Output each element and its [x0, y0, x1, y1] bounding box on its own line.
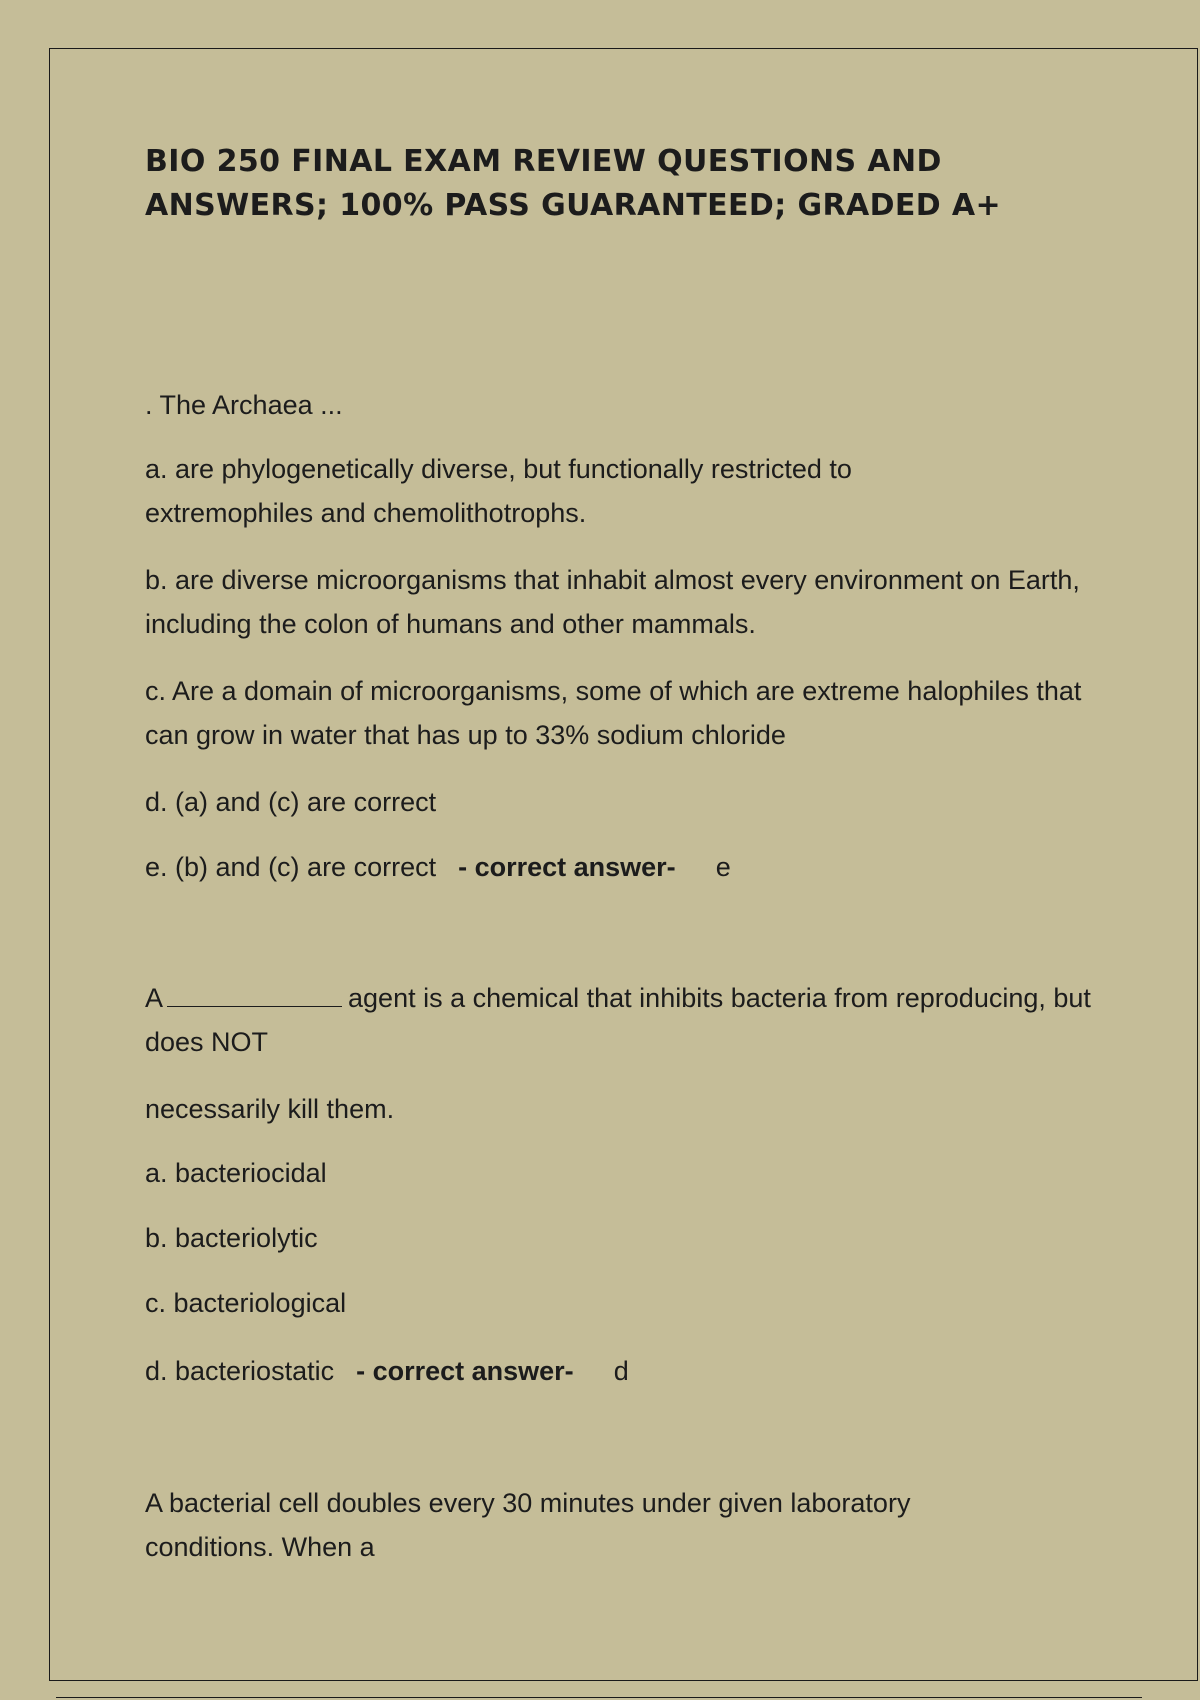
- question-1-option-e-text: e. (b) and (c) are correct: [145, 852, 437, 882]
- bottom-rule: [56, 1697, 1142, 1698]
- correct-answer-label: - correct answer-: [356, 1356, 574, 1386]
- answer-blank: [167, 980, 342, 1007]
- question-1-option-c: c. Are a domain of microorganisms, some of which are extreme halophiles that can grow in water that has up to 33% sodium chloride: [145, 676, 1082, 750]
- question-2-option-a: a. bacteriocidal: [145, 1158, 327, 1188]
- question-2-option-d: [145, 1349, 1145, 1393]
- question-3: [145, 1481, 1145, 1569]
- correct-answer-value: d: [613, 1356, 629, 1386]
- question-1-option-a: a. are phylogenetically diverse, but functionally restricted to extremophiles and chemolithotrophs.: [145, 454, 852, 528]
- correct-answer-value: e: [715, 852, 731, 882]
- question-1-option-b: b. are diverse microorganisms that inhabit almost every environment on Earth, including the colon of humans and other mammals.: [145, 565, 1080, 639]
- question-1-option-e: [145, 845, 1145, 889]
- question-2-option-b: b. bacteriolytic: [145, 1223, 318, 1253]
- question-2: [145, 976, 1145, 1064]
- question-1-option-d: d. (a) and (c) are correct: [145, 787, 437, 817]
- document-title: BIO 250 FINAL EXAM REVIEW QUESTIONS AND ANSWERS; 100% PASS GUARANTEED; GRADED A+: [145, 144, 1002, 223]
- question-1: [145, 383, 1145, 427]
- question-2-option-c: c. bacteriological: [145, 1288, 347, 1318]
- question-2-stem-suffix: agent is a chemical that inhibits bacteria from reproducing, but does NOT: [145, 983, 1091, 1057]
- question-1-stem: . The Archaea ...: [145, 390, 343, 420]
- question-2-stem-continued: necessarily kill them.: [145, 1094, 395, 1124]
- correct-answer-label: - correct answer-: [458, 852, 676, 882]
- document-header: [145, 140, 1145, 228]
- question-2-stem-prefix: A: [145, 983, 164, 1013]
- question-3-stem: A bacterial cell doubles every 30 minutes under given laboratory conditions. When a: [145, 1488, 911, 1562]
- question-2-option-d-text: d. bacteriostatic: [145, 1356, 335, 1386]
